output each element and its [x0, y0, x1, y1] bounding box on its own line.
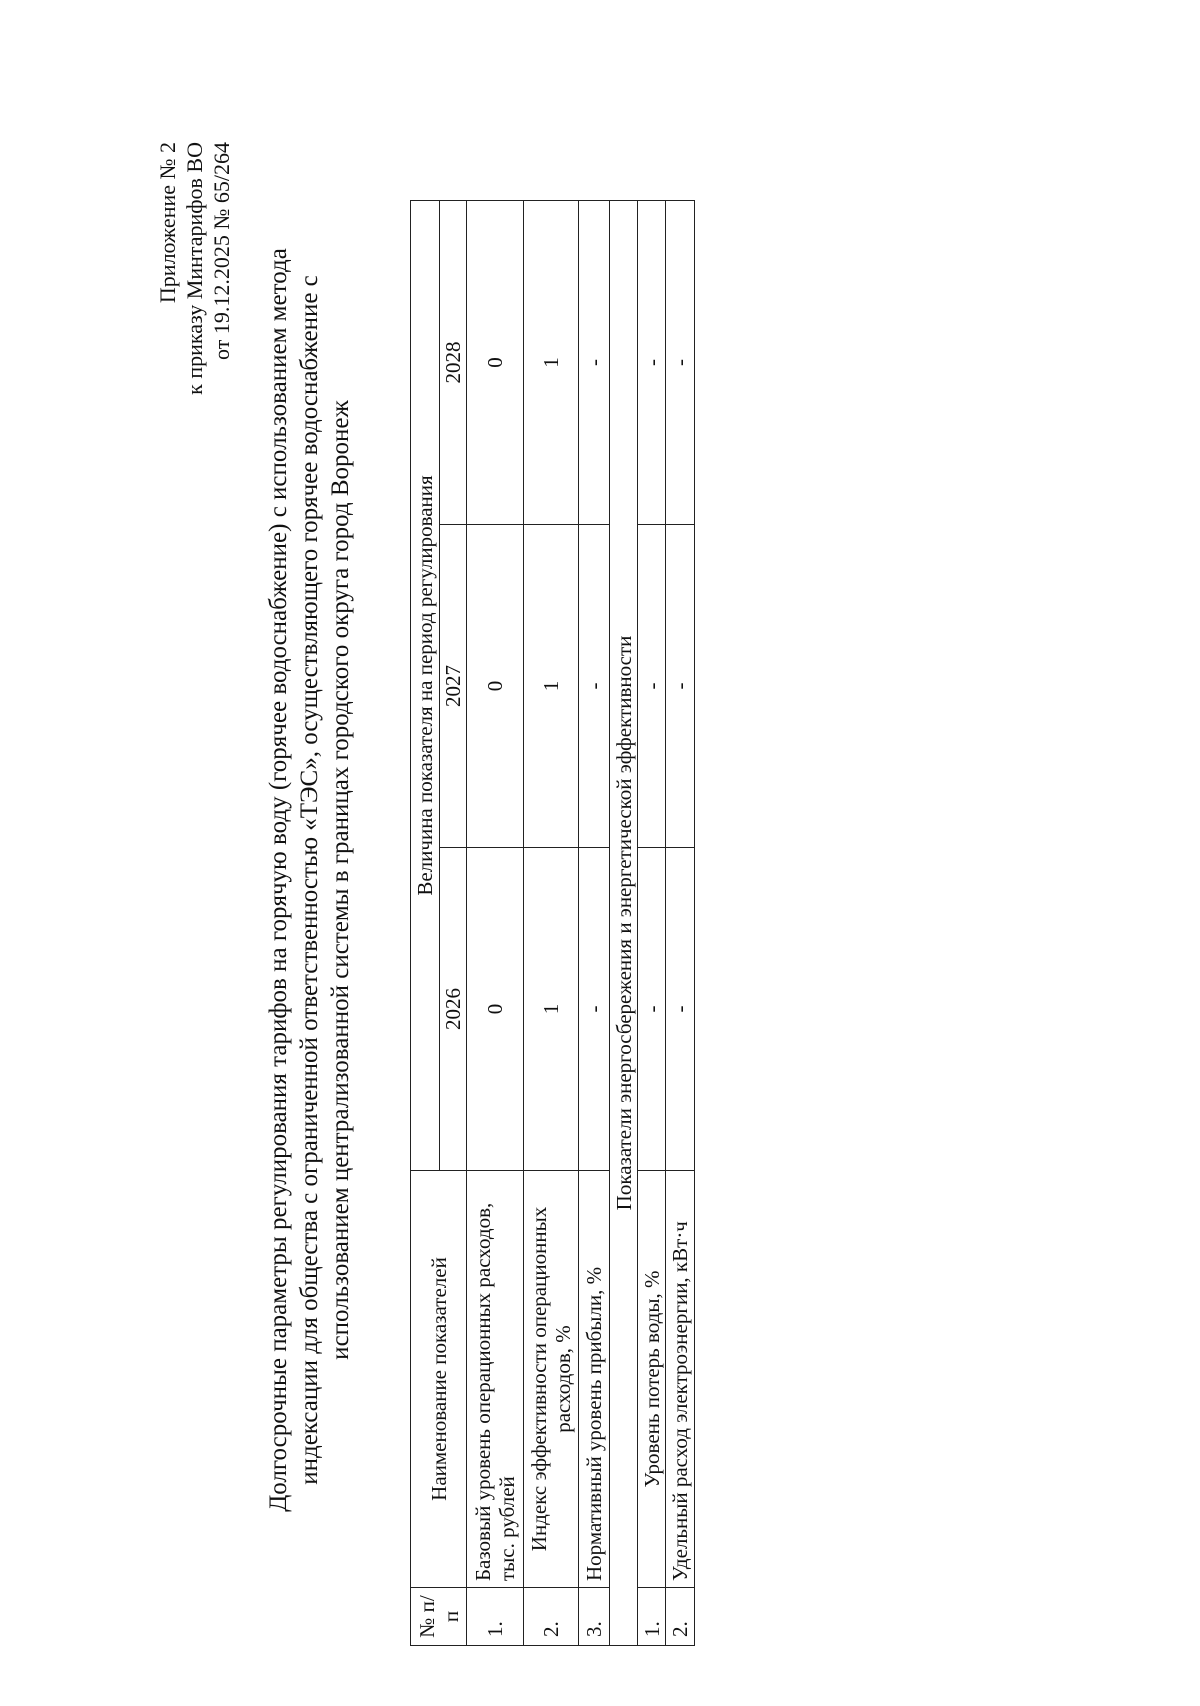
row-value: -: [638, 200, 666, 524]
row-value: -: [638, 525, 666, 848]
row-value: -: [666, 848, 695, 1171]
row-number: 3.: [579, 1588, 610, 1646]
table-row: [638, 200, 666, 1645]
row-indicator: Индекс эффективности операционных расходов, %: [524, 1171, 579, 1588]
header-year-2026: 2026: [440, 848, 467, 1171]
title-line-1: Долгосрочные параметры регулирования тарифов на горячую воду (горячее водоснабжение) с использованием метода: [265, 248, 292, 1512]
header-year-2028: 2028: [440, 200, 467, 524]
table-row: [579, 200, 610, 1645]
row-value: -: [579, 848, 610, 1171]
approval-line-2: к приказу Минтарифов ВО: [182, 142, 207, 395]
table-row: [467, 200, 524, 1645]
title-line-2: индексации для общества с ограниченной ответственностью «ТЭС», осуществляющего горячее водоснабжение с: [296, 275, 323, 1485]
row-indicator: Уровень потерь воды, %: [638, 1171, 666, 1588]
row-value: -: [666, 200, 695, 524]
row-indicator: Базовый уровень операционных расходов, тыс. рублей: [467, 1171, 524, 1588]
row-value: 0: [467, 200, 524, 524]
header-year-2027: 2027: [440, 525, 467, 848]
document-title: [263, 110, 356, 1650]
row-value: -: [638, 848, 666, 1171]
row-number: 1.: [638, 1588, 666, 1646]
title-line-3: использованием централизованной системы в границах городского округа город Воронеж: [327, 400, 354, 1360]
row-value: 0: [467, 848, 524, 1171]
row-value: 1: [524, 525, 579, 848]
header-row: [411, 200, 440, 1645]
row-number: 2.: [524, 1588, 579, 1646]
row-value: -: [579, 525, 610, 848]
row-value: 1: [524, 848, 579, 1171]
parameters-table: [410, 200, 695, 1646]
rotated-landscape-page: [120, 90, 940, 1670]
approval-line-3: от 19.12.2025 № 65/264: [209, 142, 234, 360]
section-title: Показатели энергосбережения и энергетической эффективности: [610, 200, 638, 1645]
row-value: -: [579, 200, 610, 524]
approval-block: [154, 142, 235, 395]
header-number: № п/п: [411, 1588, 467, 1646]
row-indicator: Нормативный уровень прибыли, %: [579, 1171, 610, 1588]
approval-line-1: Приложение № 2: [155, 142, 180, 304]
row-number: 1.: [467, 1588, 524, 1646]
row-indicator: Удельный расход электроэнергии, кВт·ч: [666, 1171, 695, 1588]
section-header-row: [610, 200, 638, 1645]
table-row: [524, 200, 579, 1645]
row-value: 1: [524, 200, 579, 524]
header-indicator: Наименование показателей: [411, 1171, 467, 1588]
row-value: -: [666, 525, 695, 848]
header-period: Величина показателя на период регулирования: [411, 200, 440, 1170]
row-value: 0: [467, 525, 524, 848]
row-number: 2.: [666, 1588, 695, 1646]
table-row: [666, 200, 695, 1645]
